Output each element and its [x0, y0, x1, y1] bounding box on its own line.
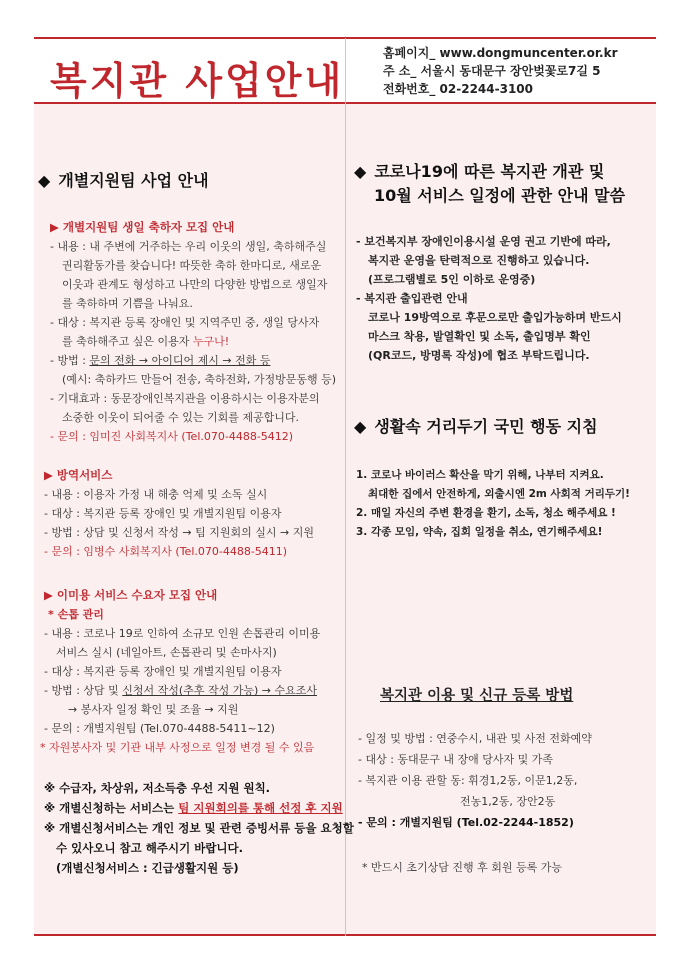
distance-title: 생활속 거리두기 국민 행동 지침	[374, 417, 598, 436]
phone-line: 전화번호_ 02-2244-3100	[383, 82, 534, 96]
covid-line: 복지관 운영을 탄력적으로 진행하고 있습니다.	[368, 254, 590, 267]
register-line: 전농1,2동, 장안2동	[460, 795, 556, 808]
beauty-line: - 내용 : 코로나 19로 인하여 소규모 인원 손톱관리 이미용	[44, 627, 321, 640]
birthday-block	[50, 218, 336, 446]
beauty-line: - 대상 : 복지관 등록 장애인 및 개별지원팀 이용자	[44, 665, 282, 678]
covid-line: 코로나 19방역으로 후문으로만 출입가능하며 반드시	[368, 311, 622, 324]
covid-title-line: 코로나19에 따른 복지관 개관 및	[374, 162, 605, 181]
beauty-line: 서비스 실시 (네일아트, 손톱관리 및 손마사지)	[56, 646, 277, 659]
homepage-line: 홈페이지_ www.dongmuncenter.or.kr	[383, 46, 618, 60]
diamond-icon: ◆	[38, 171, 51, 190]
note-highlight: 팀 지원회의를 통해 선정 후 지원	[178, 801, 343, 815]
birthday-line: 권리활동가를 찾습니다! 따뜻한 축하 한마디로, 새로운	[62, 259, 322, 272]
covid-line: - 보건복지부 장애인이용시설 운영 권고 기반에 따라,	[356, 235, 611, 248]
birthday-line	[50, 332, 336, 351]
birthday-method-text: 문의 전화 → 아이디어 제시 → 전화 등	[89, 354, 271, 367]
covid-heading	[354, 160, 625, 208]
birthday-anyone-text: 누구나!	[192, 335, 230, 348]
register-line: - 일정 및 방법 : 연중수시, 내관 및 사전 전화예약	[358, 732, 592, 745]
beauty-block	[40, 586, 321, 757]
diamond-icon: ◆	[354, 417, 367, 436]
distance-block	[356, 466, 630, 542]
covid-title-line: 10월 서비스 일정에 관한 안내 말씀	[374, 186, 626, 205]
prevention-contact: - 문의 : 임병수 사회복지사 (Tel.070-4488-5411)	[44, 545, 288, 558]
note-text: ※ 개별신청하는 서비스는	[44, 801, 179, 815]
covid-line: - 복지관 출입관련 안내	[356, 292, 468, 305]
birthday-contact: - 문의 : 임미진 사회복지사 (Tel.070-4488-5412)	[50, 430, 294, 443]
address-line: 주 소_ 서울시 동대문구 장안벚꽃로7길 5	[383, 64, 601, 78]
note-line: ※ 수급자, 차상위, 저소득층 우선 지원 원칙.	[44, 781, 271, 795]
birthday-line: - 내용 : 내 주변에 거주하는 우리 이웃의 생일, 축하해주실	[50, 240, 327, 253]
note-line: (개별신청서비스 : 긴급생활지원 등)	[56, 861, 239, 875]
beauty-note: * 자원봉사자 및 기관 내부 사정으로 일정 변경 될 수 있음	[40, 741, 315, 754]
distance-line: 3. 각종 모임, 약속, 집회 일정을 취소, 연기해주세요!	[356, 526, 603, 538]
birthday-line: - 기대효과 : 동문장애인복지관을 이용하시는 이용자분의	[50, 392, 320, 405]
birthday-target-text: 를 축하해주고 싶은 이용자	[62, 335, 193, 348]
register-line: - 복지관 이용 관할 동: 휘경1,2동, 이문1,2동,	[358, 774, 578, 787]
covid-line: (프로그램별로 5인 이하로 운영중)	[368, 273, 536, 286]
page-title: 복지관 사업안내	[50, 59, 345, 103]
left-section-title: 개별지원팀 사업 안내	[58, 171, 209, 190]
note-line: 수 있사오니 참고 해주시기 바랍니다.	[56, 841, 244, 855]
covid-block	[356, 232, 622, 365]
distance-line: 최대한 집에서 안전하게, 외출시엔 2m 사회적 거리두기!	[368, 488, 630, 500]
beauty-method-label: - 방법 : 상담 및	[44, 684, 123, 697]
note-line: ※ 개별신청서비스는 개인 정보 및 관련 증빙서류 등을 요청할	[44, 821, 354, 835]
beauty-line: - 문의 : 개별지원팀 (Tel.070-4488-5411~12)	[44, 722, 275, 735]
diamond-icon: ◆	[354, 162, 367, 181]
birthday-method-label: - 방법 :	[50, 354, 90, 367]
birthday-line: (예시: 축하카드 만들어 전송, 축하전화, 가정방문동행 등)	[62, 373, 337, 386]
distance-heading	[354, 414, 598, 437]
birthday-line: 이웃과 관계도 형성하고 나만의 다양한 방법으로 생일자	[62, 278, 328, 291]
prevention-line: - 대상 : 복지관 등록 장애인 및 개별지원팀 이용자	[44, 507, 282, 520]
left-section-heading	[38, 168, 209, 191]
prevention-line: - 방법 : 상담 및 신청서 작성 → 팀 지원회의 실시 → 지원	[44, 526, 314, 539]
birthday-line: 를 축하하며 기쁨을 나눠요.	[62, 297, 193, 310]
note-line	[44, 798, 354, 818]
prevention-block	[44, 466, 314, 561]
register-line: - 대상 : 동대문구 내 장애 당사자 및 가족	[358, 753, 554, 766]
distance-line: 1. 코로나 바이러스 확산을 막기 위해, 나부터 지켜요.	[356, 469, 604, 481]
register-block	[358, 728, 592, 833]
beauty-line	[44, 681, 320, 700]
covid-line: 마스크 착용, 발열확인 및 소독, 출입명부 확인	[368, 330, 591, 343]
register-note: * 반드시 초기상담 진행 후 회원 등록 가능	[362, 861, 562, 874]
beauty-line: → 봉사자 일정 확인 및 조율 → 지원	[68, 703, 239, 716]
register-contact: - 문의 : 개별지원팀 (Tel.02-2244-1852)	[358, 816, 574, 829]
prevention-heading: ▶ 방역서비스	[44, 468, 113, 482]
birthday-heading: ▶ 개별지원팀 생일 축하자 모집 안내	[50, 220, 235, 234]
beauty-sub: * 손톱 관리	[48, 608, 104, 621]
notes-block	[44, 778, 354, 878]
beauty-heading: ▶ 이미용 서비스 수요자 모집 안내	[44, 588, 218, 602]
birthday-line	[50, 351, 336, 370]
birthday-line: 소중한 이웃이 되어줄 수 있는 기회를 제공합니다.	[62, 411, 299, 424]
contact-info	[383, 44, 618, 98]
prevention-line: - 내용 : 이용자 가정 내 해충 억제 및 소독 실시	[44, 488, 268, 501]
birthday-line: - 대상 : 복지관 등록 장애인 및 지역주민 중, 생일 당사자	[50, 316, 320, 329]
beauty-method-text: 신청서 작성(추후 작성 가능) → 수요조사	[122, 684, 317, 697]
distance-line: 2. 매일 자신의 주변 환경을 환기, 소독, 청소 해주세요 !	[356, 507, 616, 519]
register-heading: 복지관 이용 및 신규 등록 방법	[380, 688, 574, 704]
covid-line: (QR코드, 방명록 작성)에 협조 부탁드립니다.	[368, 349, 590, 362]
